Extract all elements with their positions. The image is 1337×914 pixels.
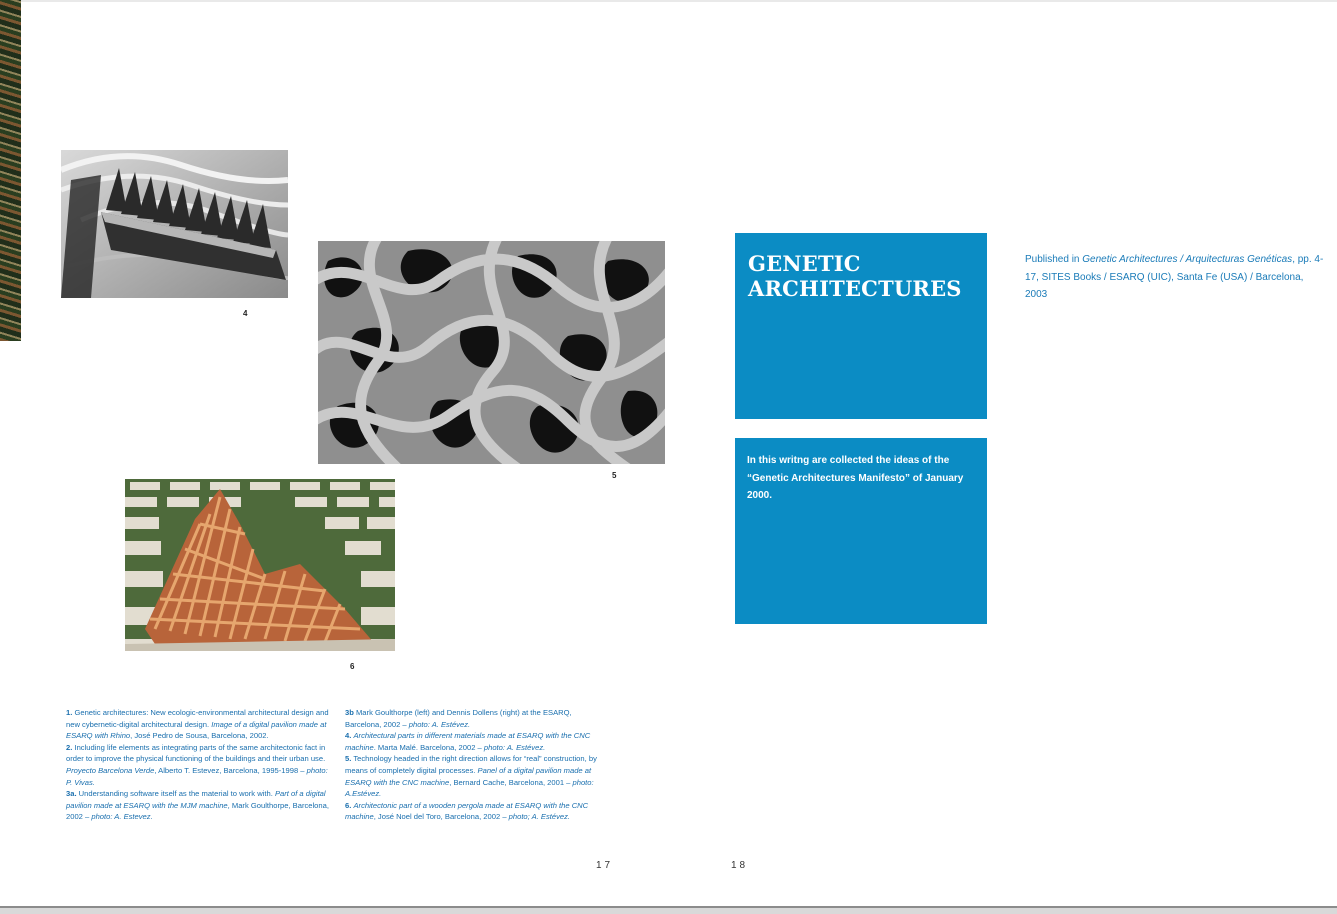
title-panel — [735, 233, 987, 419]
caption-number: 3b — [345, 708, 354, 717]
caption-italic: Architectonic part of a wooden pergola made at ESARQ with the CNC machine — [345, 800, 589, 822]
caption-text: Including life elements as integrating parts of the same architectonic fact in order to improve the physical functioning of the buildings and their urban use. — [66, 742, 326, 764]
figure-4-number: 4 — [243, 309, 248, 318]
caption-tail: . Marta Malé. Barcelona, 2002 – — [373, 742, 484, 752]
publication-details: , pp. 4-17, SITES Books / ESARQ (UIC), Santa Fe (USA) / Barcelona, 2003 — [1025, 254, 1324, 300]
caption-tail: , José Noel del Toro, Barcelona, 2002 – — [373, 812, 509, 822]
previous-page-photo-edge — [0, 0, 21, 341]
caption-6 — [345, 800, 607, 823]
caption-photo-credit: photo; A. Estévez. — [508, 812, 571, 822]
publication-info — [1025, 251, 1325, 304]
figure-4-image — [61, 150, 288, 298]
caption-number: 2. — [66, 742, 73, 752]
caption-italic: Architectural parts in different materials made at ESARQ with the CNC machine — [345, 731, 591, 752]
caption-5 — [345, 753, 607, 799]
figure-6-image — [125, 479, 395, 651]
caption-number: 6. — [345, 800, 352, 810]
publication-book-title: Genetic Architectures / Arquitecturas Genéticas — [1082, 254, 1293, 265]
figure-5-image — [318, 241, 665, 464]
caption-italic: Part of a digital pavilion made at ESARQ with the MJM machine — [66, 789, 326, 810]
caption-photo-credit: photo: A. Estévez. — [483, 742, 546, 752]
caption-italic: Proyecto Barcelona Verde — [66, 765, 155, 775]
top-border — [0, 0, 1337, 2]
caption-text: Mark Goulthorpe (left) and Dennis Dollens (right) at the ESARQ, Barcelona, 2002 – — [345, 708, 572, 729]
caption-photo-credit: photo: P. Vivas. — [66, 765, 328, 787]
caption-3a — [66, 788, 334, 823]
publication-prefix: Published in — [1025, 254, 1083, 265]
caption-text: Understanding software itself as the material to work with. — [76, 789, 275, 799]
caption-photo-credit: photo: A. Estévez. — [408, 719, 471, 729]
caption-tail: , Alberto T. Estevez, Barcelona, 1995-1998 – — [154, 765, 307, 775]
caption-tail: , Bernard Cache, Barcelona, 2001 – — [449, 777, 573, 787]
caption-photo-credit: photo: A. Estevez. — [91, 812, 153, 822]
captions-right-column — [345, 707, 607, 823]
caption-number: 4. — [345, 731, 352, 741]
caption-text: Genetic architectures: New ecologic-environmental architectural design and new cybernetic-digital architectural design. — [66, 708, 329, 729]
caption-tail: , Mark Goulthorpe, Barcelona, 2002 – — [66, 800, 329, 822]
caption-number: 5. — [345, 754, 352, 764]
page-number-right: 18 — [731, 860, 749, 871]
figure-6-number: 6 — [350, 662, 355, 671]
bottom-border — [0, 906, 1337, 914]
article-title: GENETIC ARCHITECTURES — [748, 251, 962, 301]
intro-text: In this writng are collected the ideas of the “Genetic Architectures Manifesto” of January 2000. — [747, 455, 964, 501]
intro-panel — [735, 438, 987, 624]
caption-text: Technology headed in the right direction allows for “real” construction, by means of completely digital processes. — [345, 754, 597, 775]
caption-2 — [66, 742, 334, 788]
figure-5-number: 5 — [612, 471, 617, 480]
caption-4 — [345, 730, 607, 753]
caption-1 — [66, 707, 334, 742]
caption-3b — [345, 707, 607, 730]
caption-photo-credit: photo: A.Estévez. — [345, 777, 594, 799]
caption-number: 3a. — [66, 789, 77, 799]
caption-number: 1. — [66, 708, 73, 717]
caption-italic: Panel of a digital pavilion made at ESARQ with the CNC machine — [345, 765, 592, 787]
caption-tail: , José Pedro de Sousa, Barcelona, 2002. — [130, 731, 269, 741]
captions-left-column — [66, 707, 334, 823]
page-number-left: 17 — [596, 860, 614, 871]
caption-italic: Image of a digital pavilion made at ESARQ with Rhino — [66, 719, 327, 741]
